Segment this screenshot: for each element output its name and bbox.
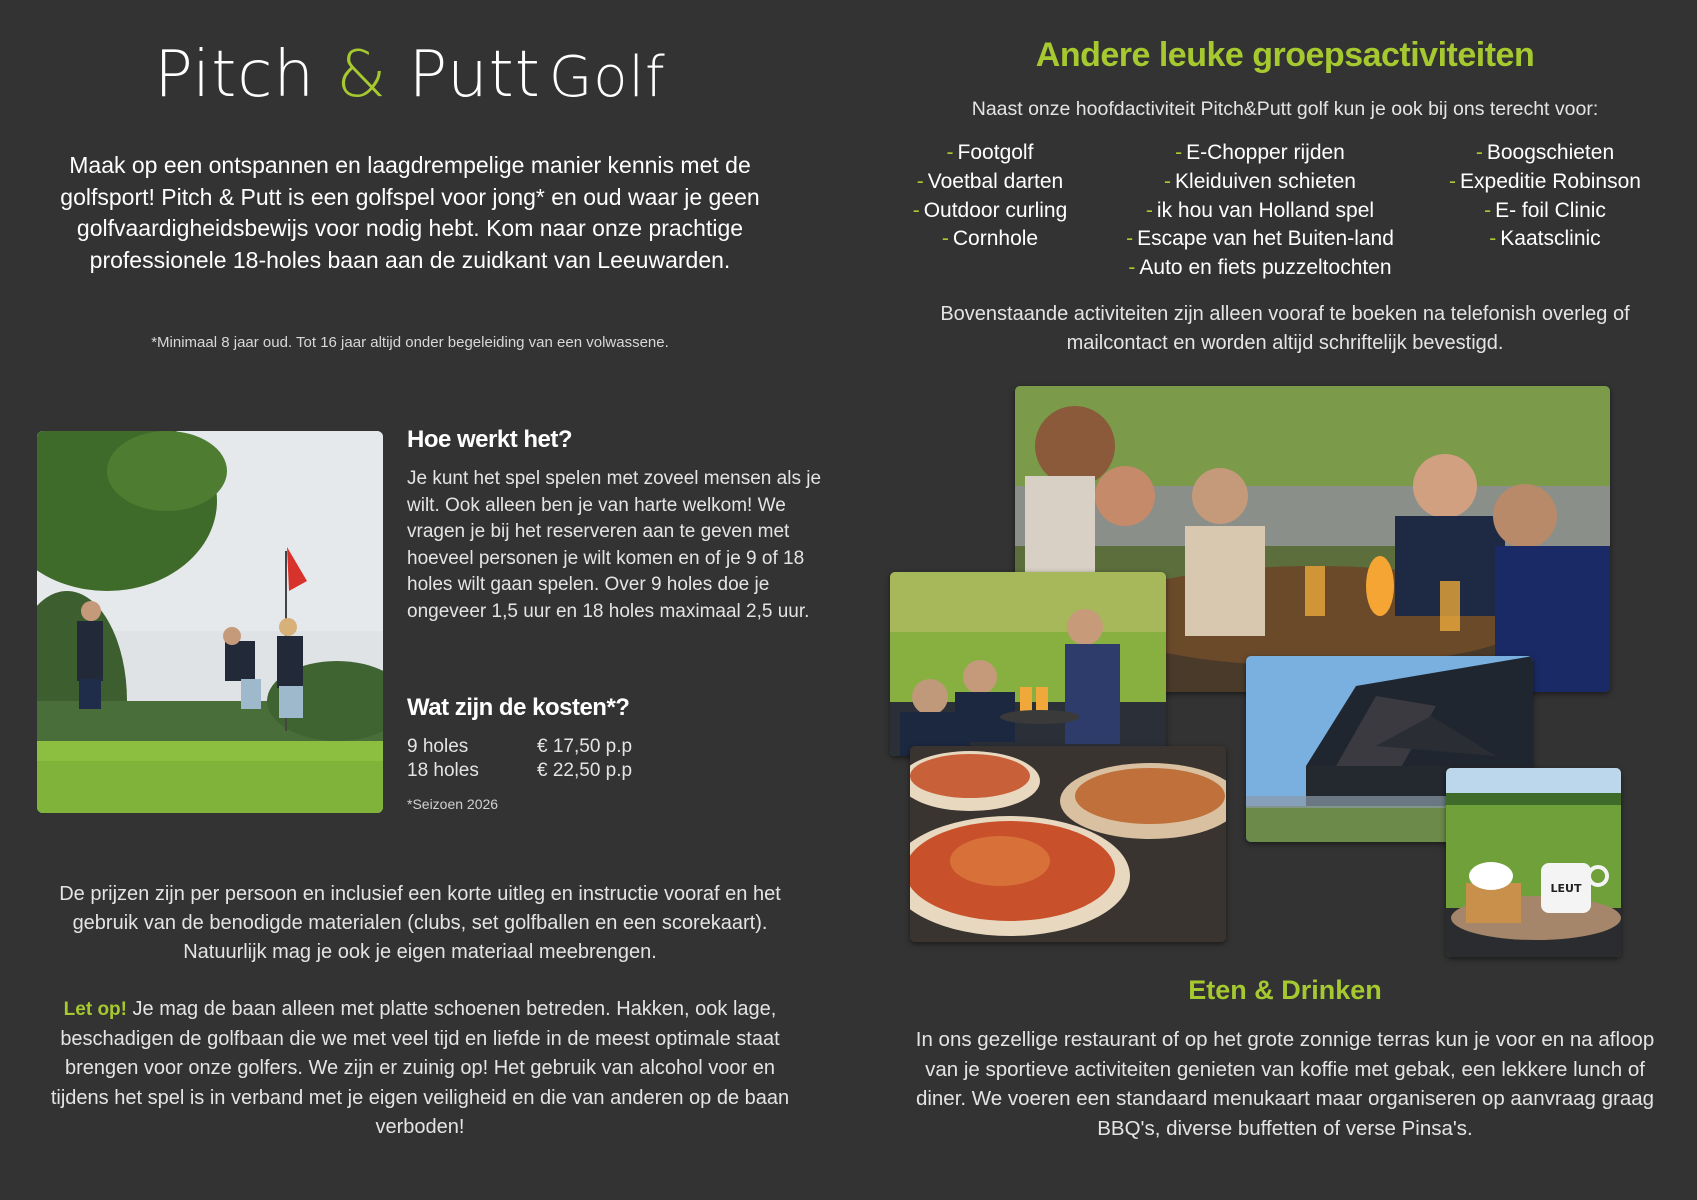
activities-column-1 xyxy=(880,139,1100,283)
how-it-works-text: Je kunt het spel spelen met zoveel mensen als je wilt. Ook alleen ben je van harte welkom! We vragen je bij het reserveren aan te geven met hoeveel personen je wilt komen en of je 9 of 18 holes wilt gaan spelen. Over 9 holes doe je ongeveer 1,5 uur en 18 holes maximaal 2,5 uur. xyxy=(407,468,822,622)
activity-item: - Kleiduiven schieten xyxy=(1164,169,1356,193)
food-drinks-heading: Eten & Drinken xyxy=(1188,975,1382,1005)
other-activities-subtitle: Naast onze hoofdactiviteit Pitch&Putt golf kun je ook bij ons terecht voor: xyxy=(971,98,1599,120)
coffee-cake-photo xyxy=(1446,768,1621,957)
costs-heading: Wat zijn de kosten*? xyxy=(407,694,630,721)
waitress-serving-photo xyxy=(890,572,1166,756)
activities-list xyxy=(880,139,1670,283)
price-value: € 17,50 p.p xyxy=(537,736,633,757)
warning-label: Let op! xyxy=(63,999,127,1020)
activity-item: - Cornhole xyxy=(941,227,1039,251)
season-note: *Seizoen 2026 xyxy=(407,796,499,812)
activity-item: - E-Chopper rijden xyxy=(1175,141,1345,164)
price-row-9-holes xyxy=(407,735,632,759)
how-it-works-heading: Hoe werkt het? xyxy=(407,426,573,453)
golf-photo xyxy=(37,431,383,813)
food-drinks-text: In ons gezellige restaurant of op het grote zonnige terras kun je voor en na afloop van je sportieve activiteiten genieten van koffie met gebak, een lekkere lunch of diner. We voeren een standaard menukaart maar organiseren op aanvraag graag BBQ's, diverse buffetten of verse Pinsa's. xyxy=(915,1028,1655,1140)
activity-item: - Kaatsclinic xyxy=(1489,227,1601,251)
title-golf: Golf xyxy=(548,45,666,110)
booking-note: Bovenstaande activiteiten zijn alleen vooraf te boeken na telefonish overleg of mailcontact en worden altijd schriftelijk bevestigd. xyxy=(940,303,1630,354)
activity-item: - ik hou van Holland spel xyxy=(1145,198,1375,222)
warning-paragraph xyxy=(40,995,800,1143)
activity-item: - Auto en fiets puzzeltochten xyxy=(1128,256,1392,280)
activity-item: - E- foil Clinic xyxy=(1484,198,1606,222)
prices-note: De prijzen zijn per persoon en inclusief een korte uitleg en instructie vooraf en het gebruik van de benodigde materialen (clubs, set golfballen en een scorekaart). Natuurlijk mag je ook je eigen materiaal meebrengen. xyxy=(59,883,781,963)
price-label: 18 holes xyxy=(407,760,479,781)
warning-text: Je mag de baan alleen met platte schoenen betreden. Hakken, ook lage, beschadigen de golfbaan die we met veel tijd en liefde in de meest optimale staat brengen voor onze golfers. We zijn er zuinig op! Het gebruik van alcohol voor en tijdens het spel is in verband met je eigen veiligheid en die van anderen op de baan verboden! xyxy=(50,998,790,1138)
title-putt: Putt xyxy=(408,38,541,112)
pizza-photo xyxy=(910,746,1226,942)
activity-item: - Voetbal darten xyxy=(916,169,1064,193)
other-activities-heading: Andere leuke groepsactiviteiten xyxy=(1035,36,1535,74)
title-ampersand: & xyxy=(336,38,388,112)
price-table xyxy=(407,735,632,783)
price-label: 9 holes xyxy=(407,736,469,757)
cup-brand-text: LEUT xyxy=(1550,882,1582,895)
activity-item: - Footgolf xyxy=(946,141,1034,164)
price-row-18-holes xyxy=(407,759,632,783)
price-value: € 22,50 p.p xyxy=(537,760,633,781)
activities-column-2 xyxy=(1110,139,1410,283)
activity-item: - Outdoor curling xyxy=(912,198,1068,222)
activity-item: - Boogschieten xyxy=(1475,141,1615,164)
page-title xyxy=(60,38,760,112)
activity-item: - Expeditie Robinson xyxy=(1449,169,1641,193)
age-footnote: *Minimaal 8 jaar oud. Tot 16 jaar altijd onder begeleiding van een volwassene. xyxy=(151,334,669,351)
activities-column-3 xyxy=(1420,139,1670,283)
title-pitch: Pitch xyxy=(154,38,316,112)
intro-text: Maak op een ontspannen en laagdrempelige manier kennis met de golfsport! Pitch & Putt is een golfspel voor jong* en oud waar je geen golfvaardigheidsbewijs voor nodig hebt. Kom naar onze prachtige professionele 18-holes baan aan de zuidkant van Leeuwarden. xyxy=(60,152,760,273)
activity-item: - Escape van het Buiten-land xyxy=(1126,227,1394,251)
